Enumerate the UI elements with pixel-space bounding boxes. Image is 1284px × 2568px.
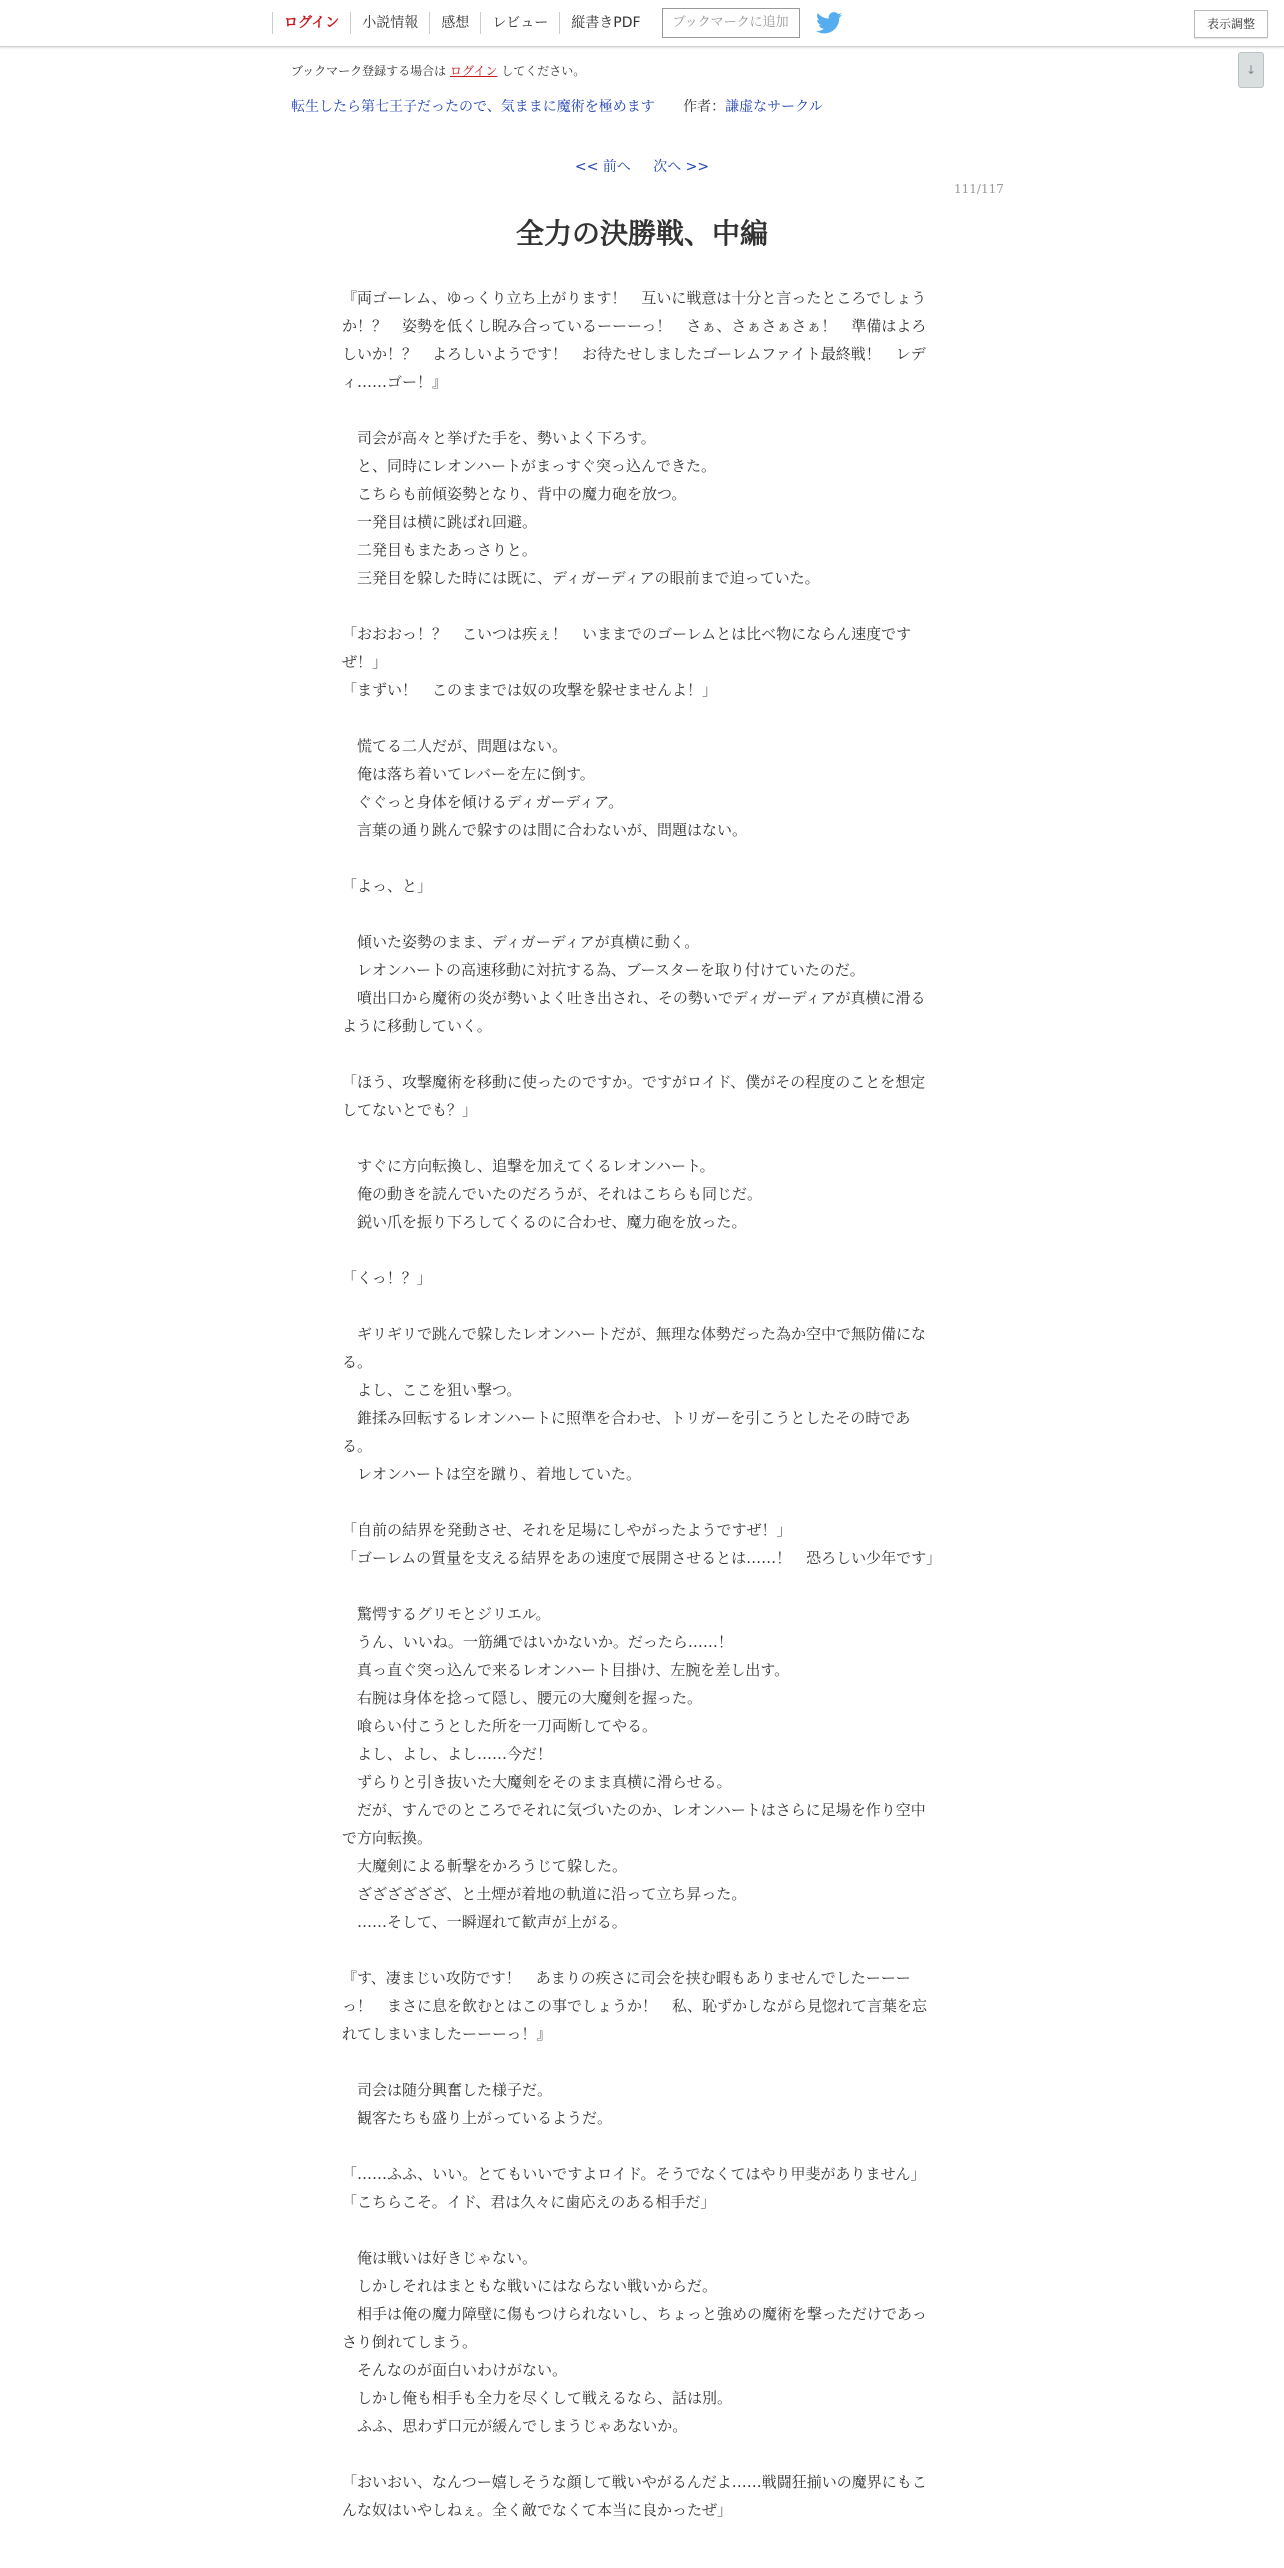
body-paragraph: 俺は戦いは好きじゃない。 [342,2249,538,2267]
body-paragraph: だが、すんでのところでそれに気づいたのか、レオンハートはさらに足場を作り空中で方向転換。 [342,1801,926,1847]
body-paragraph: 鋭い爪を振り下ろしてくるのに合わせ、魔力砲を放った。 [342,1213,747,1231]
twitter-icon[interactable] [816,12,842,34]
body-paragraph: 「くっ！？」 [342,1269,432,1287]
body-paragraph: 喰らい付こうとした所を一刀両断してやる。 [342,1717,658,1735]
prev-chapter-link[interactable]: << 前へ [574,159,631,175]
body-paragraph: 「ほう、攻撃魔術を移動に使ったのですか。ですがロイド、僕がその程度のことを想定してないとでも？」 [342,1073,926,1119]
body-paragraph: レオンハートは空を蹴り、着地していた。 [342,1465,641,1483]
body-paragraph: 「自前の結界を発動させ、それを足場にしやがったようですぜ！」 [342,1521,792,1539]
body-paragraph [342,704,934,732]
body-paragraph: 司会は随分興奮した様子だ。 [342,2081,553,2099]
body-paragraph: 真っ直ぐ突っ込んで来るレオンハート目掛け、左腕を差し出す。 [342,1661,790,1679]
body-paragraph: 俺は落ち着いてレバーを左に倒す。 [342,765,595,783]
body-paragraph [342,2132,934,2160]
chapter-body [342,284,942,2524]
bookmark-notice [291,62,585,79]
body-paragraph: 驚愕するグリモとジリエル。 [342,1605,551,1623]
page-count: 111/117 [954,182,1004,196]
novel-info-row [291,96,823,116]
body-paragraph: 噴出口から魔術の炎が勢いよく吐き出され、その勢いでディガーディアが真横に滑るように移動していく。 [342,989,926,1035]
chapter-pager [0,156,1284,176]
body-paragraph: 「おいおい、なんつー嬉しそうな顔して戦いやがるんだよ……戦闘狂揃いの魔界にもこんな奴はいやしねぇ。全く敵でなくて本当に良かったぜ」 [342,2473,927,2519]
body-paragraph: 「こちらこそ。イド、君は久々に歯応えのある相手だ」 [342,2193,716,2211]
body-paragraph [342,1936,934,1964]
nav-novel-info-link[interactable]: 小説情報 [350,12,429,34]
body-paragraph: しかしそれはまともな戦いにはならない戦いからだ。 [342,2277,718,2295]
body-paragraph [342,2216,934,2244]
bookmark-notice-login-link[interactable]: ログイン [450,64,498,78]
body-paragraph: レオンハートの高速移動に対抗する為、ブースターを取り付けていたのだ。 [342,961,865,979]
body-paragraph [342,1236,934,1264]
author-label: 作者： [683,99,726,115]
body-paragraph: 傾いた姿勢のまま、ディガーディアが真横に動く。 [342,933,700,951]
nav-menu [272,0,842,46]
body-paragraph: しかし俺も相手も全力を尽くして戦えるなら、話は別。 [342,2389,733,2407]
body-paragraph [342,396,934,424]
body-paragraph: 「まずい！ このままでは奴の攻撃を躱せませんよ！」 [342,681,718,699]
body-paragraph: 「ゴーレムの質量を支える結界をあの速度で展開させるとは……！ 恐ろしい少年です」 [342,1549,942,1567]
body-paragraph: 俺の動きを読んでいたのだろうが、それはこちらも同じだ。 [342,1185,763,1203]
body-paragraph: 一発目は横に跳ばれ回避。 [342,513,538,531]
body-paragraph: 観客たちも盛り上がっているようだ。 [342,2109,613,2127]
body-paragraph: と、同時にレオンハートがまっすぐ突っ込んできた。 [342,457,716,475]
body-paragraph: ふふ、思わず口元が緩んでしまうじゃあないか。 [342,2417,688,2435]
body-paragraph: ざざざざざざ、と土煙が着地の軌道に沿って立ち昇った。 [342,1885,747,1903]
nav-login-link[interactable]: ログイン [272,12,350,34]
body-paragraph: ずらりと引き抜いた大魔剣をそのまま真横に滑らせる。 [342,1773,732,1791]
next-chapter-link[interactable]: 次へ >> [653,159,710,175]
body-paragraph [342,1124,934,1152]
body-paragraph: ……そして、一瞬遅れて歓声が上がる。 [342,1913,627,1931]
body-paragraph: すぐに方向転換し、追撃を加えてくるレオンハート。 [342,1157,715,1175]
nav-pdf-link[interactable]: 縦書きPDF [559,12,651,34]
body-paragraph: ぐぐっと身体を傾けるディガーディア。 [342,793,624,811]
body-paragraph: 「よっ、と」 [342,877,433,895]
body-paragraph: そんなのが面白いわけがない。 [342,2361,568,2379]
body-paragraph: 右腕は身体を捻って隠し、腰元の大魔剣を握った。 [342,1689,703,1707]
body-paragraph [342,2440,934,2468]
body-paragraph: 大魔剣による斬撃をかろうじて躱した。 [342,1857,628,1875]
bookmark-notice-after: してください。 [501,64,586,78]
body-paragraph: 『す、凄まじい攻防です！ あまりの疾さに司会を挟む暇もありませんでしたーーーっ！ まさに息を飲むとはこの事でしょうか！ 私、恥ずかしながら見惚れて言葉を忘れてしまいましたーーーっ！』 [342,1969,928,2043]
scroll-down-icon[interactable]: ↓ [1238,52,1264,88]
body-paragraph: よし、よし、よし……今だ！ [342,1745,553,1763]
body-paragraph [342,1572,934,1600]
body-paragraph: こちらも前傾姿勢となり、背中の魔力砲を放つ。 [342,485,687,503]
body-paragraph: 錐揉み回転するレオンハートに照準を合わせ、トリガーを引こうとしたその時である。 [342,1409,911,1455]
body-paragraph: ギリギリで跳んで躱したレオンハートだが、無理な体勢だった為か空中で無防備になる。 [342,1325,926,1371]
body-paragraph: 言葉の通り跳んで躱すのは間に合わないが、問題はない。 [342,821,748,839]
novel-title-link[interactable]: 転生したら第七王子だったので、気ままに魔術を極めます [291,99,655,115]
top-nav-bar [0,0,1284,47]
chapter-title: 全力の決勝戦、中編 [515,217,768,250]
body-paragraph [342,1292,934,1320]
body-paragraph [342,900,934,928]
display-settings-button[interactable]: 表示調整 [1194,10,1268,38]
body-paragraph: 『両ゴーレム、ゆっくり立ち上がります！ 互いに戦意は十分と言ったところでしょうか！？ 姿勢を低くし睨み合っているーーーっ！ さぁ、さぁさぁさぁ！ 準備はよろしいか！？ よろしいようです！ お待たせしましたゴーレムファイト最終戦！ レディ……ゴー！』 [342,289,927,391]
body-paragraph: 「おおおっ！？ こいつは疾ぇ！ いままでのゴーレムとは比べ物にならん速度ですぜ！」 [342,625,912,671]
author-link[interactable]: 謙虚なサークル [725,99,823,115]
body-paragraph: 司会が高々と挙げた手を、勢いよく下ろす。 [342,429,656,447]
body-paragraph: うん、いいね。一筋縄ではいかないか。だったら……！ [342,1633,733,1651]
body-paragraph [342,844,934,872]
body-paragraph: 「……ふふ、いい。とてもいいですよロイド。そうでなくてはやり甲斐がありません」 [342,2165,926,2183]
body-paragraph [342,1040,934,1068]
body-paragraph: 二発目もまたあっさりと。 [342,541,537,559]
body-paragraph: 慌てる二人だが、問題はない。 [342,737,568,755]
add-bookmark-button[interactable]: ブックマークに追加 [662,8,800,38]
body-paragraph: 三発目を躱した時には既に、ディガーディアの眼前まで迫っていた。 [342,569,820,587]
bookmark-notice-before: ブックマーク登録する場合は [291,64,447,78]
nav-review-link[interactable]: レビュー [480,12,559,34]
body-paragraph [342,592,934,620]
body-paragraph: よし、ここを狙い撃つ。 [342,1381,522,1399]
body-paragraph: 相手は俺の魔力障壁に傷もつけられないし、ちょっと強めの魔術を撃っただけであっさり倒れてしまう。 [342,2305,927,2351]
nav-impressions-link[interactable]: 感想 [429,12,480,34]
body-paragraph [342,2048,934,2076]
body-paragraph [342,1488,934,1516]
